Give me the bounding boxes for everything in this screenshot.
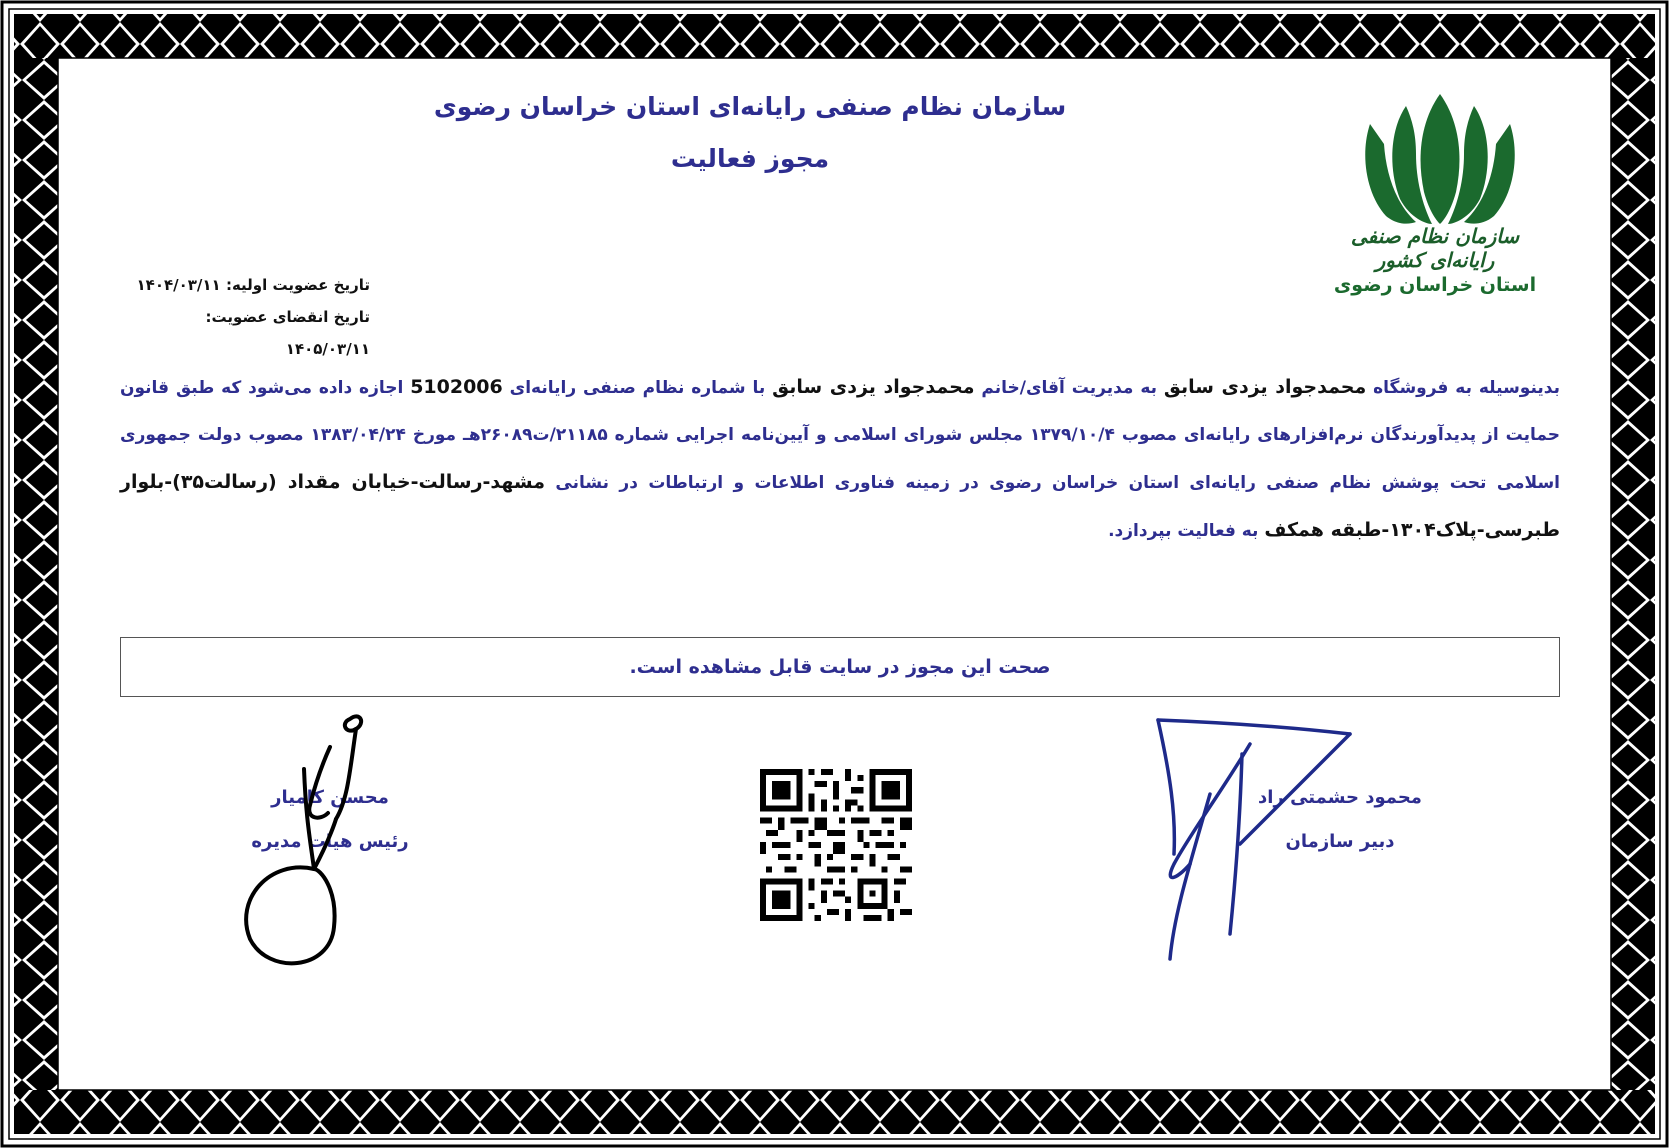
secretary-name: محمود حشمتی راد — [1258, 787, 1422, 808]
membership-expiry-date: تاریخ انقضای عضویت: ۱۴۰۵/۰۳/۱۱ — [205, 308, 370, 358]
verification-qr-code — [760, 769, 912, 921]
verification-box: صحت این مجوز در سایت قابل مشاهده است. — [120, 637, 1560, 697]
chairman-handwritten-signature — [210, 709, 430, 979]
manager-name: محمدجواد یزدی سابق — [772, 376, 975, 398]
secretary-title: دبیر سازمان — [1285, 831, 1395, 852]
store-name: محمدجواد یزدی سابق — [1163, 376, 1367, 398]
certificate-content — [60, 64, 1608, 1084]
logo-script-text: سازمان نظام صنفی رایانه‌ای کشور — [1350, 224, 1520, 272]
logo-province-caption: استان خراسان رضوی — [1333, 274, 1537, 296]
secretary-handwritten-signature — [1150, 714, 1370, 974]
body-number-label: با شماره نظام صنفی رایانه‌ای — [509, 378, 766, 398]
body-law-text: اجازه داده می‌شود که طبق قانون حمایت از پدیدآورندگان نرم‌افزارهای رایانه‌ای مصوب ۱۳۷۹/۱۰/۴ مجلس شورای اسلامی و آیین‌نامه اجرایی شماره ۲۱۱۸۵/ت۲۶۰۸۹هـ مورخ ۱۳۸۳/۰۴/۲۴ مصوب دولت جمهوری اسلامی تحت پوشش نظام صنفی رایانه‌ای استان خراسان رضوی در زمینه فناوری اطلاعات و ارتباطات در نشانی — [120, 378, 1561, 493]
body-closing: به فعالیت بپردازد. — [1108, 521, 1259, 541]
member-number: 5102006 — [410, 376, 503, 398]
initial-membership-date: تاریخ عضویت اولیه: ۱۴۰۴/۰۳/۱۱ — [136, 276, 370, 294]
chairman-name: محسن کامیار — [271, 787, 389, 808]
chairman-title: رئیس هیات مدیره — [251, 831, 409, 852]
body-manager-label: به مدیریت آقای/خانم — [981, 378, 1158, 398]
membership-dates — [130, 269, 370, 365]
certificate-body — [120, 364, 1560, 555]
organization-title: سازمان نظام صنفی رایانه‌ای استان خراسان رضوی — [433, 92, 1067, 121]
organization-logo — [1330, 84, 1550, 344]
certificate-title: مجوز فعالیت — [670, 144, 830, 173]
body-intro: بدینوسیله به فروشگاه — [1373, 378, 1560, 398]
business-address: مشهد-رسالت-خیابان مقداد (رسالت۳۵)-بلوار طبرسی-پلاک۱۳۰۴-طبقه همکف — [120, 471, 1560, 541]
